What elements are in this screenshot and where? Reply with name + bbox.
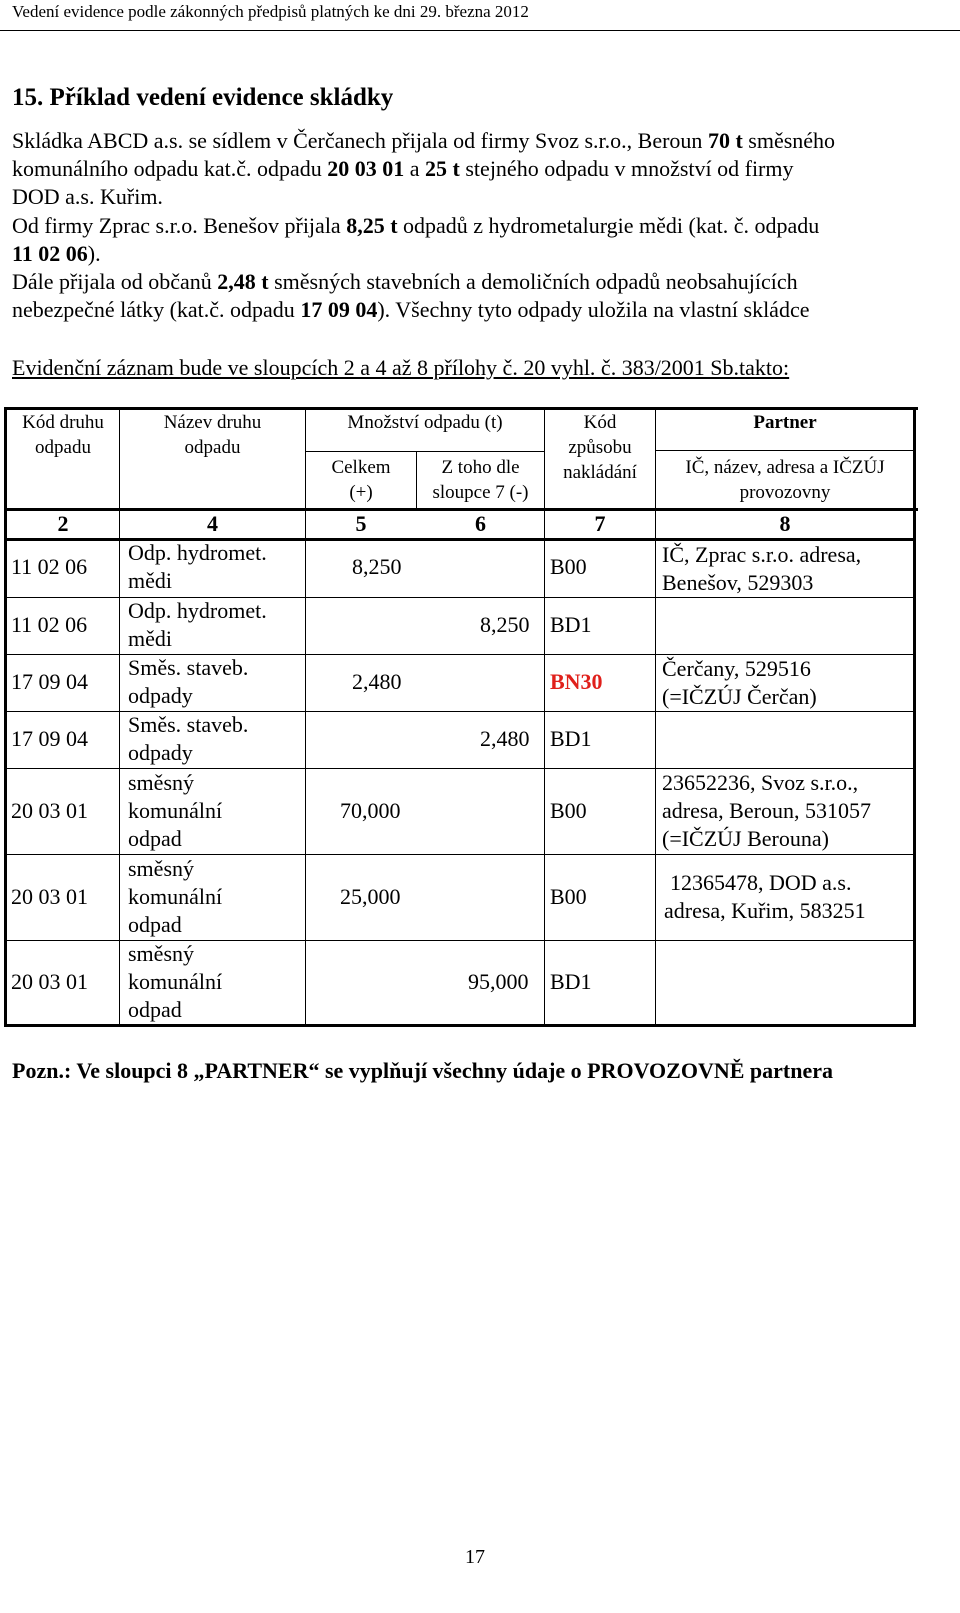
text: směsných stavebních a demoličních odpadů neobsahujících <box>268 269 798 294</box>
cell-nazev <box>128 711 248 767</box>
cell-nazev <box>128 597 267 653</box>
cell-text: 23652236, Svoz s.r.o., <box>662 770 859 795</box>
footnote-text: : Ve sloupci 8 „PARTNER“ se vyplňují všechny údaje o PROVOZOVNĚ partnera <box>63 1058 833 1083</box>
page-number: 17 <box>465 1546 485 1568</box>
cell-text: odpady <box>128 683 193 708</box>
header-kod-druhu <box>7 410 119 460</box>
cell-text: odpady <box>128 740 193 765</box>
header-text: nakládání <box>563 462 637 483</box>
cell-zpusob: B00 <box>550 554 587 579</box>
footnote <box>12 1058 833 1084</box>
header-text: Celkem <box>331 457 391 478</box>
text: nebezpečné látky (kat.č. odpadu <box>12 297 301 322</box>
cell-celkem: 8,250 <box>352 554 402 579</box>
table-hline <box>655 450 915 451</box>
cell-text: Čerčany, 529516 <box>662 656 811 681</box>
cell-kod: 20 03 01 <box>11 798 88 823</box>
paragraph-line <box>12 156 794 182</box>
cell-text: odpad <box>128 997 182 1022</box>
paragraph-line <box>12 269 798 295</box>
header-mnozstvi: Množství odpadu (t) <box>347 412 503 433</box>
paragraph-line <box>12 128 835 154</box>
text-bold: 8,25 t <box>346 213 398 238</box>
text: odpadů z hydrometalurgie mědi (kat. č. odpadu <box>397 213 820 238</box>
text: ). Všechny tyto odpady uložila na vlastní skládce <box>377 297 810 322</box>
cell-nazev <box>128 855 222 939</box>
cell-text: mědi <box>128 626 172 651</box>
header-rule <box>0 30 960 31</box>
cell-partner <box>662 769 871 853</box>
text-bold: 20 03 01 <box>327 156 405 181</box>
table-border <box>4 1024 916 1027</box>
cell-text: směsný <box>128 856 194 881</box>
text: Skládka ABCD a.s. se sídlem v Čerčanech přijala od firmy Svoz s.r.o., Beroun <box>12 128 708 153</box>
column-number: 6 <box>475 511 486 536</box>
header-text: IČ, název, adresa a IČZÚJ <box>685 457 885 478</box>
section-title: 15. Příklad vedení evidence skládky <box>12 84 394 111</box>
cell-celkem: 70,000 <box>340 798 401 823</box>
cell-zpusob: BD1 <box>550 612 592 637</box>
header-text: Název druhu <box>163 412 262 433</box>
paragraph-line <box>12 297 809 323</box>
cell-zpusob: BD1 <box>550 969 592 994</box>
header-text: sloupce 7 (-) <box>432 482 529 503</box>
cell-z-toho: 2,480 <box>480 726 530 751</box>
header-text: (+) <box>349 482 373 503</box>
cell-celkem: 25,000 <box>340 884 401 909</box>
column-number: 8 <box>779 511 791 536</box>
column-number: 2 <box>57 511 69 536</box>
cell-kod: 20 03 01 <box>11 884 88 909</box>
header-z-toho <box>417 455 544 505</box>
text-bold: 25 t <box>425 156 460 181</box>
cell-zpusob: B00 <box>550 884 587 909</box>
cell-text: 12365478, DOD a.s. <box>670 870 852 895</box>
text-bold: 11 02 06 <box>12 241 88 266</box>
text: ). <box>87 241 101 266</box>
cell-nazev <box>128 539 267 595</box>
header-text: odpadu <box>35 437 91 458</box>
cell-text: mědi <box>128 568 172 593</box>
paragraph-line <box>12 241 101 267</box>
paragraph-line <box>12 184 163 210</box>
header-partner: Partner <box>753 412 817 433</box>
cell-text: Odp. hydromet. <box>128 598 267 623</box>
header-nazev-druhu <box>120 410 305 460</box>
cell-zpusob-highlight: BN30 <box>550 669 603 694</box>
footnote-label: Pozn. <box>12 1058 64 1083</box>
header-text: způsobu <box>568 437 632 458</box>
text: Od firmy Zprac s.r.o. Benešov přijala <box>12 213 347 238</box>
cell-nazev <box>128 654 248 710</box>
table-vline <box>544 409 545 1026</box>
cell-zpusob: B00 <box>550 798 587 823</box>
cell-text: Směs. staveb. <box>128 655 249 680</box>
header-celkem <box>306 455 416 505</box>
cell-text: směsný <box>128 941 194 966</box>
header-text: Kód druhu <box>22 412 104 433</box>
cell-kod: 17 09 04 <box>11 669 88 694</box>
cell-text: komunální <box>128 969 223 994</box>
cell-text: komunální <box>128 884 223 909</box>
column-number: 5 <box>355 511 367 536</box>
cell-text: Odp. hydromet. <box>128 540 267 565</box>
cell-zpusob: BD1 <box>550 726 592 751</box>
cell-partner <box>662 541 861 597</box>
cell-kod: 17 09 04 <box>11 726 88 751</box>
header-text: provozovny <box>739 482 831 503</box>
text-bold: 17 09 04 <box>300 297 378 322</box>
column-number: 4 <box>207 511 218 536</box>
cell-text: komunální <box>128 798 223 823</box>
text: DOD a.s. Kuřim. <box>12 184 163 209</box>
cell-text: odpad <box>128 912 182 937</box>
text: Dále přijala od občanů <box>12 269 218 294</box>
cell-text: adresa, Kuřim, 583251 <box>664 898 866 923</box>
text-bold: 2,48 t <box>217 269 269 294</box>
text: a <box>404 156 426 181</box>
cell-partner <box>664 869 866 925</box>
header-text: odpadu <box>184 437 241 458</box>
table-border <box>4 407 7 1027</box>
header-kod-zpusobu <box>545 410 655 485</box>
evidence-note: Evidenční záznam bude ve sloupcích 2 a 4 až 8 přílohy č. 20 vyhl. č. 383/2001 Sb.takto: <box>12 355 790 380</box>
cell-text: (=IČZÚJ Čerčan) <box>662 684 817 709</box>
text: komunálního odpadu kat.č. odpadu <box>12 156 328 181</box>
running-header: Vedení evidence podle zákonných předpisů platných ke dni 29. března 2012 <box>12 2 529 21</box>
cell-text: (=IČZÚJ Berouna) <box>662 826 829 851</box>
cell-nazev <box>128 940 222 1024</box>
cell-text: odpad <box>128 826 182 851</box>
header-text: Z toho dle <box>441 457 520 478</box>
cell-celkem: 2,480 <box>352 669 402 694</box>
cell-nazev <box>128 769 222 853</box>
cell-z-toho: 95,000 <box>468 969 529 994</box>
cell-text: Benešov, 529303 <box>662 570 814 595</box>
column-number: 7 <box>594 511 606 536</box>
cell-z-toho: 8,250 <box>480 612 530 637</box>
cell-partner <box>662 655 817 711</box>
cell-kod: 11 02 06 <box>11 554 88 579</box>
text: stejného odpadu v množství od firmy <box>459 156 794 181</box>
text: směsného <box>742 128 836 153</box>
table-hline <box>305 451 545 452</box>
cell-kod: 11 02 06 <box>11 612 88 637</box>
cell-text: IČ, Zprac s.r.o. adresa, <box>662 542 862 567</box>
header-text: Kód <box>583 412 617 433</box>
header-partner-sub <box>656 455 914 505</box>
cell-text: směsný <box>128 770 194 795</box>
cell-kod: 20 03 01 <box>11 969 88 994</box>
table-vline <box>119 409 120 1026</box>
cell-text: Směs. staveb. <box>128 712 249 737</box>
paragraph-line <box>12 213 819 239</box>
cell-text: adresa, Beroun, 531057 <box>662 798 871 823</box>
text-bold: 70 t <box>707 128 743 153</box>
